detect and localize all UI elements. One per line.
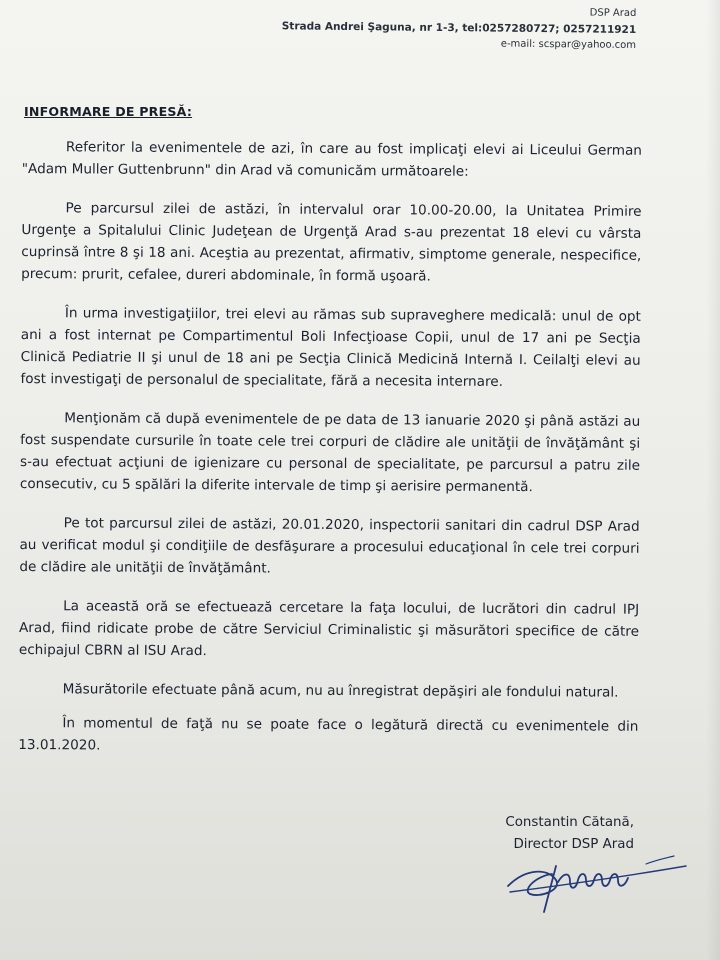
paragraph-hospitalization: În urma investigaţiilor, trei elevi au rămas sub supraveghere medicală: unul de opt ani a fost internat pe Compartimentul Boli Infecţioase Copii, unul de 17 ani pe Secţia Clinică Pediatrie II şi unul de 18 ani pe Secţia Clinică Medicină Internă I. Ceilalţi elevi au fost investigaţi de personalul de specialitate, fără a necesita internare. bbox=[20, 305, 641, 390]
paragraph-intro: Referitor la evenimentele de azi, în care au fost implicaţi elevi ai Liceului German "Adam Muller Guttenbrunn" din Arad vă comunicăm următoarele: bbox=[21, 139, 642, 180]
letterhead bbox=[281, 2, 636, 54]
paragraph-emergency-visits: Pe parcursul zilei de astăzi, în intervalul orar 10.00-20.00, la Unitatea Primire Urgenţe a Spitalului Clinic Judeţean de Urgenţă Arad s-au prezentat 18 elevi cu vârsta cuprinsă între 8 şi 18 ani. Aceştia au prezentat, afirmativ, simptome generale, nespecifice, precum: prurit, cefalee, dureri abdominale, în formă uşoară. bbox=[21, 200, 642, 285]
handwritten-signature bbox=[496, 846, 696, 916]
paragraph-suspension: Menţionăm că după evenimentele de pe data de 13 ianuarie 2020 şi până astăzi au fost suspendate cursurile în toate cele trei corpuri de clădire ale unităţii de învăţământ şi s-au efectuat acţiuni de igienizare cu personal de specialitate, pe parcursul a patru zile consecutiv, cu 5 spălări la diferite intervale de timp şi aerisire permanentă. bbox=[19, 410, 641, 496]
letterhead-org: DSP Arad bbox=[589, 7, 636, 19]
document-body bbox=[18, 136, 642, 777]
paragraph-investigation: La această oră se efectuează cercetare la faţa locului, de lucrători din cadrul IPJ Arad, fiind ridicate probe de către Serviciul Criminalistic şi măsurători specifice de către echipajul CBRN al ISU Arad. bbox=[18, 598, 640, 660]
letterhead-email: e-mail: scspar@yahoo.com bbox=[500, 38, 636, 51]
signatory-role: Director DSP Arad bbox=[513, 837, 634, 852]
paragraph-inspection: Pe tot parcursul zilei de astăzi, 20.01.2020, inspectorii sanitari din cadrul DSP Arad au verificat modul şi condiţiile de desfăşurare a procesului educaţional în cele trei corpuri de clădire ale unităţii de învăţământ. bbox=[19, 515, 640, 577]
letterhead-address: Strada Andrei Şaguna, nr 1-3, tel:0257280727; 0257211921 bbox=[281, 20, 636, 36]
page-shadow bbox=[706, 0, 720, 960]
document-title: INFORMARE DE PRESĂ: bbox=[24, 104, 193, 119]
paragraph-measurements: Măsurătorile efectuate până acum, nu au înregistrat depăşiri ale fondului natural. bbox=[62, 681, 619, 701]
signatory-name: Constantin Cătană, bbox=[505, 815, 634, 830]
paragraph-conclusion: În momentul de faţă nu se poate face o legătură directă cu evenimentele din 13.01.2020. bbox=[18, 715, 639, 754]
